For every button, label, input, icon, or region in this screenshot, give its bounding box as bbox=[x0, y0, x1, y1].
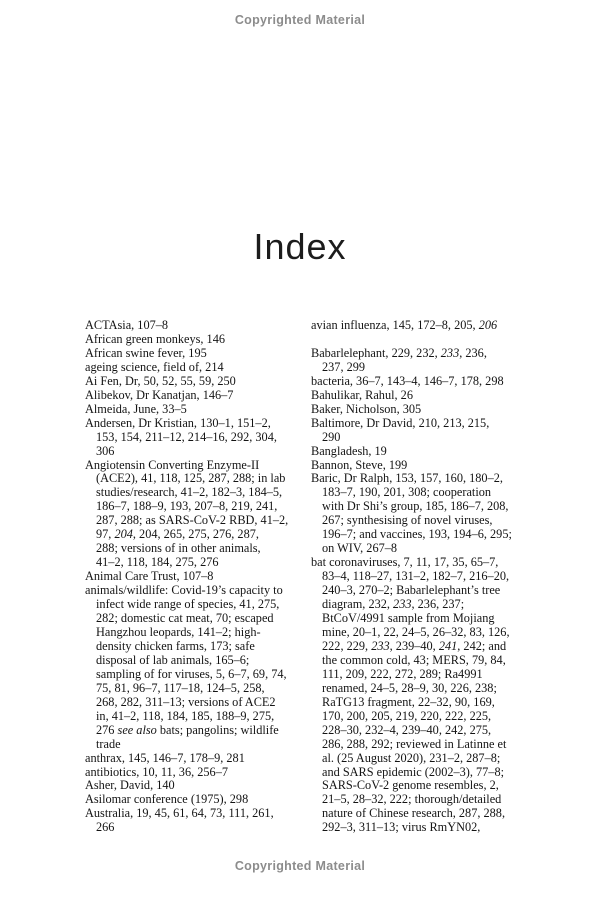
index-line: with Dr Shi’s group, 185, 186–7, 208, bbox=[322, 499, 509, 514]
index-line: Baric, Dr Ralph, 153, 157, 160, 180–2, bbox=[311, 471, 503, 486]
index-line: 97, 204, 204, 265, 275, 276, 287, bbox=[96, 527, 259, 542]
index-line: African swine fever, 195 bbox=[85, 345, 207, 360]
index-line: Ai Fen, Dr, 50, 52, 55, 59, 250 bbox=[85, 373, 236, 388]
index-line: 186–7, 188–9, 193, 207–8, 219, 241, bbox=[96, 499, 278, 514]
index-line: bacteria, 36–7, 143–4, 146–7, 178, 298 bbox=[311, 373, 504, 388]
index-line: 75, 81, 96–7, 117–18, 124–5, 258, bbox=[96, 680, 265, 695]
index-line: Animal Care Trust, 107–8 bbox=[85, 569, 214, 584]
index-columns bbox=[85, 319, 537, 835]
index-line: 240–3, 270–2; Babarlelephant’s tree bbox=[322, 583, 501, 598]
index-line: studies/research, 41–2, 182–3, 184–5, bbox=[96, 485, 283, 500]
index-line: 286, 288, 292; reviewed in Latinne et bbox=[322, 736, 507, 751]
index-line: Andersen, Dr Kristian, 130–1, 151–2, bbox=[85, 415, 271, 430]
index-line: 276 see also bats; pangolins; wildlife bbox=[96, 722, 279, 737]
index-line: Bahulikar, Rahul, 26 bbox=[311, 387, 413, 402]
index-column-left bbox=[85, 319, 311, 835]
index-line: nature of Chinese research, 287, 288, bbox=[322, 806, 506, 821]
index-column-right bbox=[311, 319, 537, 835]
index-line: 222, 229, 233, 239–40, 241, 242; and bbox=[322, 638, 507, 653]
index-line: trade bbox=[96, 736, 121, 751]
index-line: and SARS epidemic (2002–3), 77–8; bbox=[322, 764, 505, 779]
index-line: African green monkeys, 146 bbox=[85, 331, 226, 346]
index-line: mine, 20–1, 22, 24–5, 26–32, 83, 126, bbox=[322, 624, 510, 639]
index-line: BtCoV/4991 sample from Mojiang bbox=[322, 611, 495, 626]
index-line: sampling of for viruses, 5, 6–7, 69, 74, bbox=[96, 666, 287, 681]
index-line: 268, 282, 311–13; versions of ACE2 bbox=[96, 694, 276, 709]
index-line: Bannon, Steve, 199 bbox=[311, 457, 408, 472]
index-line: 237, 299 bbox=[322, 359, 366, 374]
index-line: 170, 200, 205, 219, 220, 222, 225, bbox=[322, 708, 492, 723]
index-line: on WIV, 267–8 bbox=[322, 541, 398, 556]
copyright-notice-bottom: Copyrighted Material bbox=[234, 859, 366, 873]
index-line: Almeida, June, 33–5 bbox=[85, 401, 187, 416]
index-line: 288; versions of in other animals, bbox=[96, 541, 261, 556]
index-line: Baltimore, Dr David, 210, 213, 215, bbox=[311, 415, 490, 430]
index-line bbox=[311, 333, 537, 347]
index-line: Baker, Nicholson, 305 bbox=[311, 401, 422, 416]
index-line: 83–4, 118–27, 131–2, 182–7, 216–20, bbox=[322, 569, 510, 584]
index-line: the common cold, 43; MERS, 79, 84, bbox=[322, 652, 506, 667]
index-line: disposal of lab animals, 165–6; bbox=[96, 652, 250, 667]
index-line: 21–5, 28–32, 222; thorough/detailed bbox=[322, 792, 502, 807]
index-line: Hangzhou leopards, 141–2; high- bbox=[96, 624, 261, 639]
index-line: 287, 288; as SARS-CoV-2 RBD, 41–2, bbox=[96, 513, 289, 528]
index-line: 267; synthesising of novel viruses, bbox=[322, 513, 493, 528]
index-line: 196–7; and vaccines, 193, 194–6, 295; bbox=[322, 527, 512, 542]
index-line: (ACE2), 41, 118, 125, 287, 288; in lab bbox=[96, 471, 286, 486]
index-line: Asilomar conference (1975), 298 bbox=[85, 792, 249, 807]
index-line: 282; domestic cat meat, 70; escaped bbox=[96, 611, 274, 626]
index-line: 292–3, 311–13; virus RmYN02, bbox=[322, 820, 481, 835]
index-line: animals/wildlife: Covid-19’s capacity to bbox=[85, 583, 283, 598]
index-line: 306 bbox=[96, 443, 115, 458]
copyright-notice-top: Copyrighted Material bbox=[234, 13, 366, 27]
index-line: 290 bbox=[322, 429, 341, 444]
index-line: density chicken farms, 173; safe bbox=[96, 638, 255, 653]
index-line: anthrax, 145, 146–7, 178–9, 281 bbox=[85, 750, 245, 765]
index-line: Asher, David, 140 bbox=[85, 778, 175, 793]
index-line: bat coronaviruses, 7, 11, 17, 35, 65–7, bbox=[311, 555, 499, 570]
index-line: 153, 154, 211–12, 214–16, 292, 304, bbox=[96, 429, 277, 444]
index-line: diagram, 232, 233, 236, 237; bbox=[322, 597, 465, 612]
index-line: avian influenza, 145, 172–8, 205, 206 bbox=[311, 318, 498, 332]
index-line: ACTAsia, 107–8 bbox=[85, 318, 169, 332]
index-line: SARS-CoV-2 genome resembles, 2, bbox=[322, 778, 499, 793]
index-line: ageing science, field of, 214 bbox=[85, 359, 224, 374]
index-line: Australia, 19, 45, 61, 64, 73, 111, 261, bbox=[85, 806, 274, 821]
index-line: antibiotics, 10, 11, 36, 256–7 bbox=[85, 764, 228, 779]
page-title: Index bbox=[253, 226, 347, 267]
index-line: 41–2, 118, 184, 275, 276 bbox=[96, 555, 219, 570]
index-line: Babarlelephant, 229, 232, 233, 236, bbox=[311, 345, 487, 360]
index-line: 266 bbox=[96, 820, 115, 835]
index-line: infect wide range of species, 41, 275, bbox=[96, 597, 280, 612]
index-line: al. (25 August 2020), 231–2, 287–8; bbox=[322, 750, 501, 765]
index-line: Angiotensin Converting Enzyme-II bbox=[85, 457, 260, 472]
index-line: renamed, 24–5, 28–9, 30, 226, 238; bbox=[322, 680, 497, 695]
index-line: Alibekov, Dr Kanatjan, 146–7 bbox=[85, 387, 234, 402]
index-line: 111, 209, 222, 272, 289; Ra4991 bbox=[322, 666, 483, 681]
index-line: RaTG13 fragment, 22–32, 90, 169, bbox=[322, 694, 495, 709]
index-line: 183–7, 190, 201, 308; cooperation bbox=[322, 485, 492, 500]
index-line: 228–30, 232–4, 239–40, 242, 275, bbox=[322, 722, 492, 737]
index-line: Bangladesh, 19 bbox=[311, 443, 387, 458]
index-line: in, 41–2, 118, 184, 185, 188–9, 275, bbox=[96, 708, 275, 723]
